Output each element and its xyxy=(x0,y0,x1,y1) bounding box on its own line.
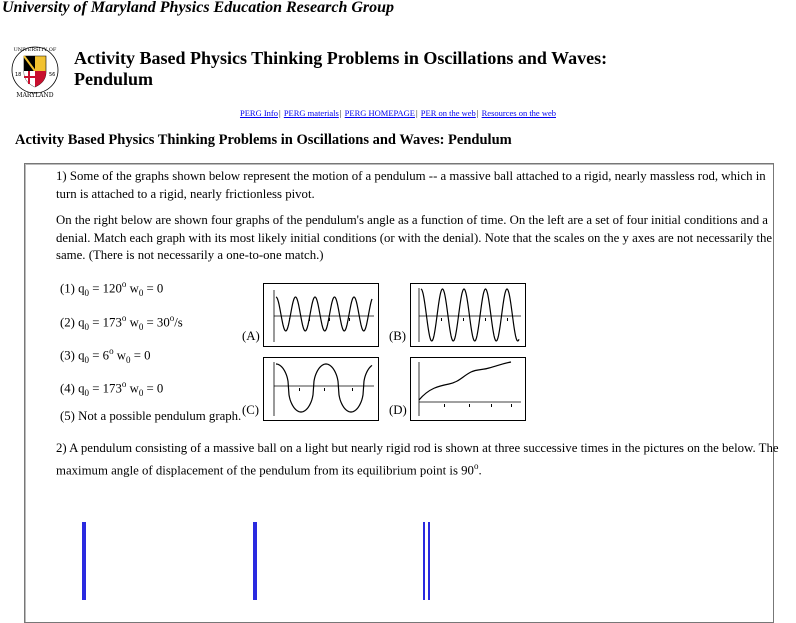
pendulum-rod-2 xyxy=(253,522,257,600)
q2-line-2: maximum angle of displacement of the pendulum from its equilibrium point is 90$^o$. xyxy=(56,460,482,477)
nav-link-perg-homepage[interactable]: PERG HOMEPAGE xyxy=(344,108,415,118)
condition-3: (3) $q_0 = 6^o$ $w_0 = 0$ xyxy=(60,346,151,365)
condition-5: (5) Not a possible pendulum graph. xyxy=(60,409,242,423)
graph-label-a: (A) xyxy=(242,329,260,343)
nav-separator: | xyxy=(476,108,479,118)
group-title: University of Maryland Physics Education Research Group xyxy=(2,0,395,16)
pendulum-rod-1 xyxy=(82,522,86,600)
q1-line-1: 1) Some of the graphs shown below represent the motion of a pendulum -- a massive ball attached to a rigid, nearly massless rod, which in xyxy=(56,169,766,183)
pendulum-rod-3b xyxy=(428,522,430,600)
q2-line-1: 2) A pendulum consisting of a massive ball on a light but nearly rigid rod is shown at three successive times in the pictures on the below. The xyxy=(56,441,779,455)
q1-p2-line-2: denial. Match each graph with its most likely initial conditions (or with the denial). Note that the scales on the y axes are not necessarily the xyxy=(56,230,773,245)
condition-4: (4) $q_0 = 173^o$ $w_0 = 0$ xyxy=(60,379,164,398)
page-title-line-1: Activity Based Physics Thinking Problems in Oscillations and Waves: xyxy=(74,48,608,68)
nav-separator: | xyxy=(339,108,342,118)
q1-p2-line-3: same. (There is not necessarily a one-to-one match.) xyxy=(56,248,324,262)
graph-label-b: (B) xyxy=(389,329,407,343)
question-2-text xyxy=(56,440,779,479)
pendulum-rod-3a xyxy=(423,522,425,600)
question-1-text xyxy=(56,168,766,203)
logo-year-right: 56 xyxy=(49,72,56,78)
page-title xyxy=(74,48,774,90)
graph-label-c: (C) xyxy=(242,403,260,417)
graph-c xyxy=(263,357,379,421)
nav-separator: | xyxy=(415,108,418,118)
graph-label-d: (D) xyxy=(389,403,407,417)
nav-link-per-on-web[interactable]: PER on the web xyxy=(420,108,476,118)
graph-a xyxy=(263,283,379,347)
university-seal-logo xyxy=(10,42,60,102)
graph-d xyxy=(410,357,526,421)
logo-text-top: UNIVERSITY OF xyxy=(13,47,57,53)
q1-p2-line-1: On the right below are shown four graphs of the pendulum's angle as a function of time. On the left are a set of four initial conditions and a xyxy=(56,213,768,227)
graph-b xyxy=(410,283,526,347)
question-1-instructions xyxy=(56,212,772,265)
nav-separator: | xyxy=(279,108,281,118)
page-title-line-2: Pendulum xyxy=(74,69,154,89)
logo-year-left: 18 xyxy=(15,72,22,78)
nav-link-resources[interactable]: Resources on the web xyxy=(481,108,556,118)
nav-link-perg-info[interactable]: PERG Info xyxy=(239,108,278,118)
condition-2: (2) $q_0 = 173^o$ $w_0 = 30^o/s$ xyxy=(60,313,183,332)
nav-link-perg-materials[interactable]: PERG materials xyxy=(283,108,339,118)
condition-1: (1) $q_0 = 120^o$ $w_0 = 0$ xyxy=(60,279,164,298)
logo-text-bottom: MARYLAND xyxy=(16,92,54,99)
nav-links xyxy=(0,108,796,118)
q1-line-2: turn is attached to a rigid, nearly frictionless pivot. xyxy=(56,186,315,201)
content-heading: Activity Based Physics Thinking Problems in Oscillations and Waves: Pendulum xyxy=(15,132,512,148)
